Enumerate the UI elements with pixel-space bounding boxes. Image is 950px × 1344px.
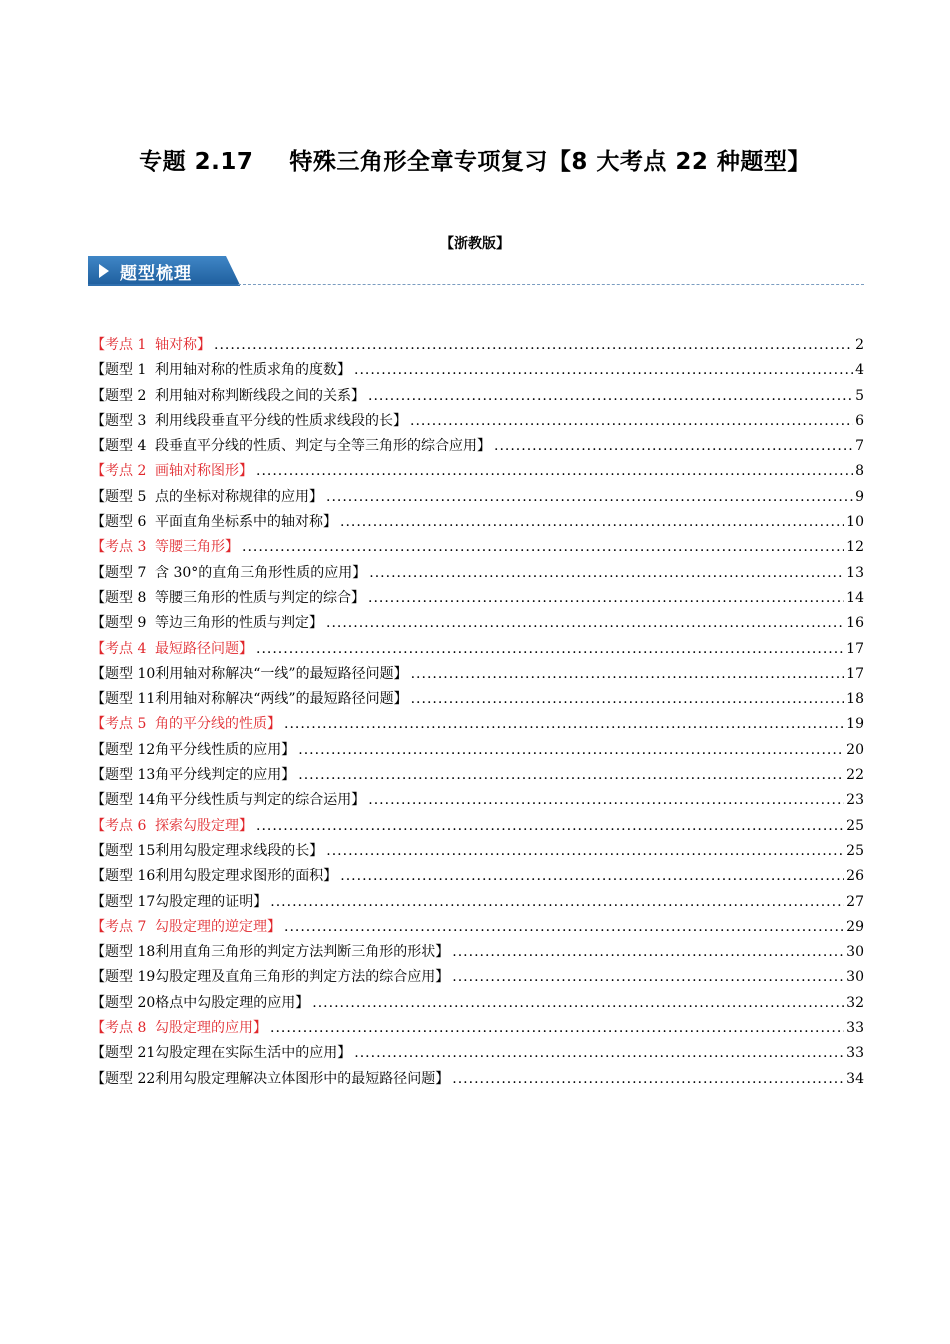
toc-title: 利用勾股定理求线段的长 (155, 842, 310, 859)
play-arrow-icon (99, 264, 109, 278)
toc-title: 角的平分线的性质 (155, 716, 267, 733)
toc-number: 题型 3 (105, 412, 147, 429)
toc-title: 平面直角坐标系中的轴对称 (155, 514, 323, 531)
toc-page-number: 16 (846, 615, 864, 632)
toc-label (91, 788, 365, 813)
toc-row-kaodian[interactable] (91, 637, 864, 662)
toc-label (91, 991, 309, 1016)
toc-page-number: 17 (846, 665, 864, 682)
toc-leader-dots (410, 409, 853, 434)
toc-label (91, 965, 449, 990)
toc-number: 题型 20 (105, 994, 156, 1011)
toc-open-bracket: 【 (91, 589, 105, 606)
toc-open-bracket: 【 (91, 817, 105, 834)
toc-title: 等边三角形的性质与判定 (155, 615, 309, 632)
toc-leader-dots (284, 712, 844, 737)
toc-close-bracket: 】 (352, 564, 367, 581)
toc-open-bracket: 【 (91, 944, 105, 961)
toc-title: 等腰三角形的性质与判定的综合 (155, 589, 351, 606)
toc-close-bracket: 】 (351, 589, 365, 606)
toc-title: 点的坐标对称规律的应用 (155, 488, 309, 505)
toc-number: 考点 8 (105, 1020, 147, 1037)
toc-leader-dots (452, 1067, 844, 1092)
toc-label (91, 662, 408, 687)
toc-leader-dots (411, 687, 845, 712)
toc-close-bracket: 】 (393, 665, 408, 682)
toc-number: 题型 18 (105, 944, 156, 961)
toc-open-bracket: 【 (91, 792, 105, 809)
banner-underline (88, 284, 240, 286)
toc-title: 探索勾股定理 (155, 817, 239, 834)
toc-leader-dots (270, 1016, 844, 1041)
toc-page-number: 20 (846, 741, 864, 758)
toc-number: 题型 21 (105, 1045, 156, 1062)
toc-label (91, 611, 323, 636)
toc-page-number: 25 (846, 817, 864, 834)
toc-open-bracket: 【 (91, 412, 105, 429)
toc-label (91, 333, 211, 358)
toc-number: 题型 7 (105, 564, 147, 581)
toc-page-number: 18 (846, 691, 864, 708)
toc-number: 题型 14 (105, 792, 156, 809)
toc-number: 题型 6 (105, 514, 147, 531)
toc-number: 考点 7 (105, 918, 147, 935)
toc-label (91, 738, 295, 763)
toc-title: 段垂直平分线的性质、判定与全等三角形的综合应用 (155, 438, 477, 455)
toc-leader-dots (354, 1041, 844, 1066)
toc-row-kaodian[interactable] (91, 333, 864, 358)
toc-close-bracket: 】 (239, 640, 253, 657)
toc-row-tixing[interactable] (91, 384, 864, 409)
toc-number: 考点 3 (105, 539, 147, 556)
banner-dashed-rule (238, 284, 864, 285)
toc-title: 角平分线性质与判定的综合运用 (155, 792, 352, 809)
toc-row-tixing[interactable] (91, 890, 864, 915)
toc-title: 最短路径问题 (155, 640, 239, 657)
toc-number: 题型 4 (105, 438, 147, 455)
toc-number: 题型 5 (105, 488, 147, 505)
toc-number: 题型 16 (105, 868, 156, 885)
toc-row-kaodian[interactable] (91, 535, 864, 560)
toc-row-kaodian[interactable] (91, 712, 864, 737)
toc-label (91, 1067, 449, 1092)
toc-open-bracket: 【 (91, 893, 105, 910)
toc-close-bracket: 】 (351, 792, 366, 809)
toc-close-bracket: 】 (197, 337, 211, 353)
toc-title: 利用轴对称的性质求角的度数 (155, 362, 337, 379)
toc-label (91, 535, 239, 560)
toc-title: 利用直角三角形的判定方法判断三角形的形状 (155, 944, 436, 961)
title-main: 特殊三角形全章专项复习【8 大考点 22 种题型】 (289, 149, 811, 175)
toc-leader-dots (298, 738, 844, 763)
toc-leader-dots (242, 535, 844, 560)
toc-leader-dots (452, 965, 844, 990)
toc-label (91, 940, 449, 965)
toc-label (91, 814, 253, 839)
toc-open-bracket: 【 (91, 362, 105, 379)
toc-open-bracket: 【 (91, 539, 105, 556)
toc-number: 题型 22 (105, 1070, 156, 1087)
toc-page-number: 33 (846, 1020, 864, 1037)
toc-label (91, 890, 267, 915)
page-title (0, 143, 950, 176)
toc-leader-dots (256, 637, 844, 662)
toc-label (91, 561, 366, 586)
toc-close-bracket: 】 (267, 716, 281, 733)
toc-number: 题型 12 (105, 741, 156, 758)
toc-leader-dots (340, 510, 844, 535)
toc-title: 勾股定理的逆定理 (155, 918, 267, 935)
table-of-contents (91, 333, 864, 1092)
title-prefix: 专题 2.17 (139, 149, 254, 175)
toc-open-bracket: 【 (91, 842, 105, 859)
toc-open-bracket: 【 (91, 564, 105, 581)
toc-row-tixing[interactable] (91, 409, 864, 434)
toc-open-bracket: 【 (91, 1070, 105, 1087)
toc-open-bracket: 【 (91, 488, 105, 505)
toc-title: 勾股定理的应用 (155, 1020, 253, 1037)
toc-close-bracket: 】 (435, 944, 450, 961)
toc-page-number: 32 (846, 994, 864, 1011)
toc-row-tixing[interactable] (91, 839, 864, 864)
toc-page-number: 34 (846, 1070, 864, 1087)
toc-leader-dots (368, 586, 844, 611)
toc-page-number: 23 (846, 792, 864, 809)
toc-leader-dots (326, 611, 844, 636)
toc-row-tixing[interactable] (91, 586, 864, 611)
toc-number: 题型 13 (105, 767, 156, 784)
toc-page-number: 9 (855, 488, 864, 505)
toc-label (91, 459, 253, 484)
toc-label (91, 510, 337, 535)
toc-number: 题型 1 (105, 362, 147, 379)
toc-page-number: 7 (855, 438, 864, 455)
toc-row-tixing[interactable] (91, 434, 864, 459)
toc-title: 利用轴对称解决“一线”的最短路径问题 (155, 665, 394, 682)
toc-leader-dots (214, 333, 853, 358)
toc-close-bracket: 】 (253, 893, 268, 910)
toc-close-bracket: 】 (393, 412, 407, 429)
toc-close-bracket: 】 (253, 1020, 267, 1037)
toc-open-bracket: 【 (91, 716, 105, 733)
toc-open-bracket: 【 (91, 1020, 105, 1037)
toc-label (91, 384, 365, 409)
toc-leader-dots (369, 561, 844, 586)
toc-open-bracket: 【 (91, 868, 105, 885)
toc-close-bracket: 】 (225, 539, 239, 556)
toc-row-tixing[interactable] (91, 991, 864, 1016)
toc-open-bracket: 【 (91, 767, 105, 784)
toc-row-tixing[interactable] (91, 738, 864, 763)
toc-page-number: 13 (846, 564, 864, 581)
toc-page-number: 29 (846, 918, 864, 935)
toc-row-tixing[interactable] (91, 561, 864, 586)
toc-label (91, 864, 337, 889)
toc-close-bracket: 】 (337, 362, 351, 379)
toc-number: 题型 15 (105, 842, 156, 859)
toc-leader-dots (312, 991, 844, 1016)
toc-title: 利用轴对称判断线段之间的关系 (155, 387, 351, 404)
toc-title: 利用勾股定理解决立体图形中的最短路径问题 (155, 1070, 436, 1087)
toc-title: 画轴对称图形 (155, 463, 239, 480)
toc-number: 题型 10 (105, 665, 156, 682)
toc-page-number: 5 (855, 387, 864, 404)
toc-row-kaodian[interactable] (91, 915, 864, 940)
toc-title: 含 30°的直角三角形性质的应用 (155, 564, 353, 581)
toc-close-bracket: 】 (281, 741, 296, 758)
toc-open-bracket: 【 (91, 741, 105, 758)
toc-row-kaodian[interactable] (91, 459, 864, 484)
toc-leader-dots (298, 763, 844, 788)
toc-close-bracket: 】 (309, 615, 323, 632)
toc-leader-dots (494, 434, 853, 459)
toc-close-bracket: 】 (239, 817, 253, 834)
toc-row-tixing[interactable] (91, 1041, 864, 1066)
toc-leader-dots (411, 662, 845, 687)
section-banner (88, 256, 864, 288)
toc-open-bracket: 【 (91, 463, 105, 480)
toc-close-bracket: 】 (323, 514, 337, 531)
toc-page-number: 6 (855, 412, 864, 429)
toc-label (91, 1041, 351, 1066)
toc-close-bracket: 】 (309, 488, 323, 505)
toc-page-number: 25 (846, 842, 864, 859)
toc-number: 考点 1 (105, 337, 147, 353)
toc-page-number: 17 (846, 640, 864, 657)
toc-row-tixing[interactable] (91, 940, 864, 965)
toc-label (91, 763, 295, 788)
toc-page-number: 27 (846, 893, 864, 910)
toc-label (91, 434, 491, 459)
edition-label: 【浙教版】 (440, 236, 510, 252)
toc-number: 题型 9 (105, 615, 147, 632)
toc-row-kaodian[interactable] (91, 814, 864, 839)
toc-leader-dots (256, 814, 844, 839)
toc-leader-dots (326, 839, 844, 864)
toc-label (91, 839, 323, 864)
toc-label (91, 358, 351, 383)
toc-number: 考点 5 (105, 716, 147, 733)
toc-page-number: 10 (846, 514, 864, 531)
toc-page-number: 26 (846, 868, 864, 885)
toc-title: 轴对称 (155, 337, 197, 353)
toc-label (91, 586, 365, 611)
toc-label (91, 409, 407, 434)
toc-title: 利用勾股定理求图形的面积 (155, 868, 324, 885)
toc-close-bracket: 】 (267, 918, 281, 935)
toc-title: 勾股定理在实际生活中的应用 (155, 1045, 338, 1062)
toc-title: 利用线段垂直平分线的性质求线段的长 (155, 412, 393, 429)
toc-close-bracket: 】 (435, 1070, 450, 1087)
toc-page-number: 14 (846, 589, 864, 606)
toc-leader-dots (368, 384, 853, 409)
toc-leader-dots (270, 890, 844, 915)
toc-close-bracket: 】 (309, 842, 324, 859)
toc-open-bracket: 【 (91, 1045, 105, 1062)
toc-open-bracket: 【 (91, 918, 105, 935)
toc-leader-dots (354, 358, 853, 383)
toc-close-bracket: 】 (295, 994, 310, 1011)
toc-close-bracket: 】 (323, 868, 338, 885)
toc-close-bracket: 】 (239, 463, 253, 480)
toc-number: 考点 6 (105, 817, 147, 834)
toc-leader-dots (340, 864, 844, 889)
toc-title: 角平分线判定的应用 (155, 767, 282, 784)
toc-page-number: 30 (846, 944, 864, 961)
toc-label (91, 712, 281, 737)
toc-number: 考点 4 (105, 640, 147, 657)
toc-label (91, 1016, 267, 1041)
toc-page-number: 4 (855, 362, 864, 379)
toc-open-bracket: 【 (91, 438, 105, 455)
toc-title: 利用轴对称解决“两线”的最短路径问题 (155, 691, 394, 708)
toc-row-tixing[interactable] (91, 763, 864, 788)
toc-title: 格点中勾股定理的应用 (155, 994, 296, 1011)
toc-title: 角平分线性质的应用 (155, 741, 282, 758)
toc-leader-dots (368, 788, 844, 813)
toc-row-tixing[interactable] (91, 510, 864, 535)
toc-number: 考点 2 (105, 463, 147, 480)
toc-close-bracket: 】 (477, 438, 491, 455)
toc-close-bracket: 】 (337, 1045, 352, 1062)
toc-title: 等腰三角形 (155, 539, 225, 556)
toc-number: 题型 11 (105, 691, 156, 708)
toc-row-kaodian[interactable] (91, 1016, 864, 1041)
toc-page-number: 30 (846, 969, 864, 986)
toc-title: 勾股定理及直角三角形的判定方法的综合应用 (155, 969, 436, 986)
toc-label (91, 915, 281, 940)
toc-label (91, 637, 253, 662)
toc-page-number: 12 (846, 539, 864, 556)
toc-page-number: 22 (846, 767, 864, 784)
toc-number: 题型 8 (105, 589, 147, 606)
toc-open-bracket: 【 (91, 994, 105, 1011)
toc-leader-dots (256, 459, 853, 484)
toc-open-bracket: 【 (91, 337, 105, 353)
toc-row-tixing[interactable] (91, 485, 864, 510)
toc-open-bracket: 【 (91, 665, 105, 682)
toc-row-tixing[interactable] (91, 788, 864, 813)
toc-number: 题型 2 (105, 387, 147, 404)
toc-label (91, 687, 408, 712)
toc-number: 题型 17 (105, 893, 156, 910)
toc-leader-dots (284, 915, 844, 940)
toc-page-number: 2 (855, 337, 864, 353)
toc-open-bracket: 【 (91, 615, 105, 632)
toc-open-bracket: 【 (91, 640, 105, 657)
toc-row-tixing[interactable] (91, 1067, 864, 1092)
banner-label: 题型梳理 (120, 264, 192, 284)
toc-label (91, 485, 323, 510)
toc-title: 勾股定理的证明 (155, 893, 254, 910)
toc-open-bracket: 【 (91, 691, 105, 708)
toc-leader-dots (452, 940, 844, 965)
toc-open-bracket: 【 (91, 969, 105, 986)
toc-close-bracket: 】 (351, 387, 365, 404)
toc-close-bracket: 】 (281, 767, 296, 784)
toc-page-number: 33 (846, 1045, 864, 1062)
toc-close-bracket: 】 (435, 969, 450, 986)
toc-row-tixing[interactable] (91, 611, 864, 636)
toc-open-bracket: 【 (91, 514, 105, 531)
toc-close-bracket: 】 (393, 691, 408, 708)
toc-row-tixing[interactable] (91, 358, 864, 383)
toc-row-tixing[interactable] (91, 864, 864, 889)
toc-leader-dots (326, 485, 853, 510)
toc-page-number: 8 (855, 463, 864, 480)
toc-row-tixing[interactable] (91, 965, 864, 990)
toc-number: 题型 19 (105, 969, 156, 986)
toc-open-bracket: 【 (91, 387, 105, 404)
toc-row-tixing[interactable] (91, 687, 864, 712)
toc-row-tixing[interactable] (91, 662, 864, 687)
toc-page-number: 19 (846, 716, 864, 733)
